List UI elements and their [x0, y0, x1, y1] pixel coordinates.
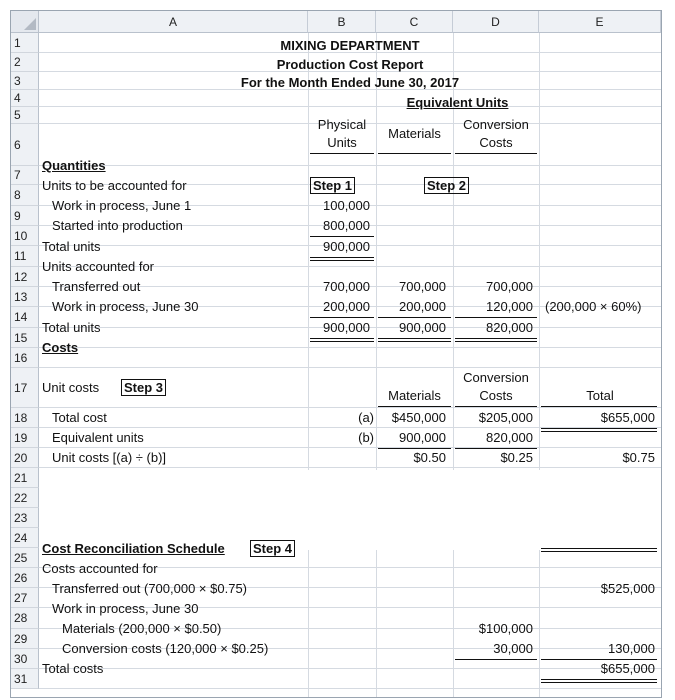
- total-cost-conversion: $205,000: [478, 410, 533, 425]
- row-header-16[interactable]: 16: [11, 348, 39, 368]
- row-header-17[interactable]: 17: [11, 368, 39, 408]
- equiv-units-label: Equivalent units: [52, 430, 144, 445]
- physical-header: Physical: [317, 117, 367, 132]
- row-header-15[interactable]: 15: [11, 328, 39, 348]
- recon-materials-value: $100,000: [478, 621, 533, 636]
- total-units-2-label: Total units: [42, 320, 101, 335]
- row-header-26[interactable]: 26: [11, 568, 39, 588]
- conversion-header: Conversion: [463, 117, 529, 132]
- row-header-24[interactable]: 24: [11, 528, 39, 548]
- costs-heading: Costs: [42, 340, 79, 355]
- recon-materials-label: Materials (200,000 × $0.50): [62, 621, 222, 636]
- unit-cost-conversion: $0.25: [500, 450, 533, 465]
- row-header-5[interactable]: 5: [11, 107, 39, 124]
- recon-transferred-out-total: $525,000: [600, 581, 655, 596]
- total-units-label: Total units: [42, 239, 101, 254]
- row-header-1[interactable]: 1: [11, 33, 39, 53]
- total-units-2-materials: 900,000: [399, 320, 446, 335]
- costs-materials-header: Materials: [388, 388, 441, 403]
- costs-header: Costs: [479, 135, 513, 150]
- transferred-out-conversion: 700,000: [486, 279, 533, 294]
- unit-costs-formula-label: Unit costs [(a) ÷ (b)]: [52, 450, 167, 465]
- row-header-13[interactable]: 13: [11, 287, 39, 307]
- row-header-20[interactable]: 20: [11, 448, 39, 468]
- step-1-badge: Step 1: [310, 177, 355, 194]
- total-cost-materials: $450,000: [391, 410, 446, 425]
- row-header-10[interactable]: 10: [11, 226, 39, 246]
- total-costs-value: $655,000: [600, 661, 655, 676]
- units-accounted-label: Units accounted for: [42, 259, 155, 274]
- recon-conversion-label: Conversion costs (120,000 × $0.25): [62, 641, 269, 656]
- recon-wip-total: 130,000: [608, 641, 655, 656]
- row-header-30[interactable]: 30: [11, 649, 39, 669]
- total-cost-total: $655,000: [600, 410, 655, 425]
- row-header-25[interactable]: 25: [11, 548, 39, 568]
- quantities-heading: Quantities: [42, 158, 106, 173]
- unit-cost-total: $0.75: [622, 450, 655, 465]
- unit-costs-label: Unit costs: [42, 380, 100, 395]
- unit-cost-materials: $0.50: [413, 450, 446, 465]
- row-header-18[interactable]: 18: [11, 408, 39, 428]
- row-header-29[interactable]: 29: [11, 629, 39, 649]
- spreadsheet: [10, 10, 662, 698]
- row-header-12[interactable]: 12: [11, 267, 39, 287]
- row-header-7[interactable]: 7: [11, 166, 39, 185]
- report-period: For the Month Ended June 30, 2017: [240, 75, 460, 90]
- row-header-31[interactable]: 31: [11, 669, 39, 689]
- equiv-units-conversion: 820,000: [486, 430, 533, 445]
- row-header-23[interactable]: 23: [11, 508, 39, 528]
- row-header-6[interactable]: 6: [11, 124, 39, 166]
- total-units-2-physical: 900,000: [323, 320, 370, 335]
- wip-june30-conversion: 120,000: [486, 299, 533, 314]
- column-header-b[interactable]: B: [308, 11, 376, 33]
- wip-june1-value: 100,000: [323, 198, 370, 213]
- select-all-corner[interactable]: [11, 11, 39, 33]
- step-3-badge: Step 3: [121, 379, 166, 396]
- equiv-units-materials: 900,000: [399, 430, 446, 445]
- row-header-4[interactable]: 4: [11, 90, 39, 107]
- column-header-d[interactable]: D: [453, 11, 539, 33]
- recon-conversion-value: 30,000: [493, 641, 533, 656]
- started-value: 800,000: [323, 218, 370, 233]
- wip-june30-physical: 200,000: [323, 299, 370, 314]
- costs-costs-header: Costs: [479, 388, 513, 403]
- recon-wip-june30-label: Work in process, June 30: [52, 601, 199, 616]
- costs-conversion-header: Conversion: [463, 370, 529, 385]
- materials-header: Materials: [388, 126, 441, 141]
- row-header-21[interactable]: 21: [11, 468, 39, 488]
- row-header-8[interactable]: 8: [11, 185, 39, 206]
- step-2-badge: Step 2: [424, 177, 469, 194]
- units-to-account-label: Units to be accounted for: [42, 178, 187, 193]
- row-header-14[interactable]: 14: [11, 307, 39, 328]
- row-header-22[interactable]: 22: [11, 488, 39, 508]
- total-units-value: 900,000: [323, 239, 370, 254]
- column-header-c[interactable]: C: [376, 11, 453, 33]
- wip-june30-materials: 200,000: [399, 299, 446, 314]
- equiv-units-b-marker: (b): [358, 430, 374, 445]
- report-subtitle: Production Cost Report: [276, 57, 424, 72]
- units-header: Units: [327, 135, 357, 150]
- row-header-28[interactable]: 28: [11, 608, 39, 629]
- row-header-3[interactable]: 3: [11, 72, 39, 90]
- row-header-27[interactable]: 27: [11, 588, 39, 608]
- step-4-badge: Step 4: [250, 540, 295, 557]
- wip-june30-note: (200,000 × 60%): [545, 299, 642, 314]
- equivalent-units-header: Equivalent Units: [406, 95, 509, 110]
- transferred-out-materials: 700,000: [399, 279, 446, 294]
- column-header-a[interactable]: A: [39, 11, 308, 33]
- reconciliation-heading: Cost Reconciliation Schedule: [42, 541, 225, 556]
- row-header-11[interactable]: 11: [11, 246, 39, 267]
- started-label: Started into production: [52, 218, 183, 233]
- row-header-19[interactable]: 19: [11, 428, 39, 448]
- costs-accounted-label: Costs accounted for: [42, 561, 158, 576]
- wip-june1-label: Work in process, June 1: [52, 198, 192, 213]
- total-cost-a-marker: (a): [358, 410, 374, 425]
- recon-transferred-out-label: Transferred out (700,000 × $0.75): [52, 581, 247, 596]
- transferred-out-label: Transferred out: [52, 279, 141, 294]
- costs-total-header: Total: [586, 388, 614, 403]
- wip-june30-label: Work in process, June 30: [52, 299, 199, 314]
- column-header-e[interactable]: E: [539, 11, 661, 33]
- total-costs-label: Total costs: [42, 661, 104, 676]
- total-cost-label: Total cost: [52, 410, 107, 425]
- row-header-2[interactable]: 2: [11, 53, 39, 72]
- row-header-9[interactable]: 9: [11, 206, 39, 226]
- report-title: MIXING DEPARTMENT: [280, 38, 420, 53]
- transferred-out-physical: 700,000: [323, 279, 370, 294]
- total-units-2-conversion: 820,000: [486, 320, 533, 335]
